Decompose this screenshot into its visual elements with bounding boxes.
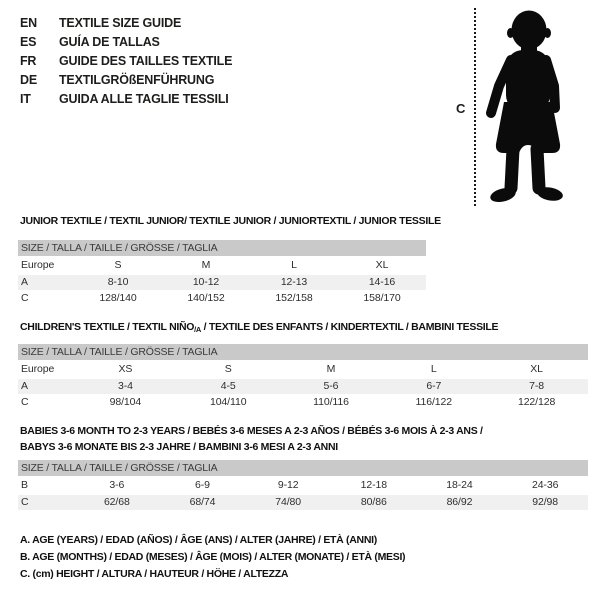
- table-cell: 128/140: [74, 291, 162, 308]
- babies-section-title-line2: BABYS 3-6 MONATE BIS 2-3 JAHRE / BAMBINI 3-6 MESI A 2-3 ANNI: [20, 441, 338, 453]
- table-cell: 8-10: [74, 274, 162, 291]
- height-measure-dotted-line: [474, 8, 476, 206]
- footnote-b: B. AGE (MONTHS) / EDAD (MESES) / ÂGE (MOIS) / ALTER (MONATE) / ETÀ (MESI): [20, 551, 406, 563]
- row-label: C: [18, 395, 74, 412]
- row-label: C: [18, 494, 74, 511]
- table-cell: 68/74: [160, 494, 246, 511]
- baby-silhouette-icon: [482, 6, 572, 208]
- table-cell: 98/104: [74, 395, 177, 412]
- table-cell: 110/116: [280, 395, 383, 412]
- table-row-height: [18, 291, 426, 308]
- table-cell: M: [162, 257, 250, 274]
- table-row-europe: [18, 257, 426, 274]
- size-header-row: [18, 344, 588, 361]
- table-cell: S: [177, 361, 280, 378]
- lang-row-fr: [20, 51, 232, 70]
- table-cell: 116/122: [382, 395, 485, 412]
- row-label: A: [18, 274, 74, 291]
- table-cell: 122/128: [485, 395, 588, 412]
- row-label: A: [18, 378, 74, 395]
- table-cell: 12-18: [331, 477, 417, 494]
- table-cell: 24-36: [502, 477, 588, 494]
- table-cell: 6-7: [382, 378, 485, 395]
- size-header-row: [18, 460, 588, 477]
- junior-section-title: JUNIOR TEXTILE / TEXTIL JUNIOR/ TEXTILE JUNIOR / JUNIORTEXTIL / JUNIOR TESSILE: [20, 215, 441, 227]
- table-cell: 86/92: [417, 494, 503, 511]
- table-cell: 104/110: [177, 395, 280, 412]
- footnote-a: A. AGE (YEARS) / EDAD (AÑOS) / ÂGE (ANS) / ALTER (JAHRE) / ETÀ (ANNI): [20, 534, 377, 546]
- size-header-bar: SIZE / TALLA / TAILLE / GRÖSSE / TAGLIA: [18, 240, 426, 257]
- lang-title: GUIDE DES TAILLES TEXTILE: [59, 53, 233, 68]
- table-cell: 14-16: [338, 274, 426, 291]
- table-cell: 152/158: [250, 291, 338, 308]
- row-label: B: [18, 477, 74, 494]
- footnotes-block: [20, 534, 405, 585]
- table-cell: 74/80: [245, 494, 331, 511]
- children-title-post: / TEXTILE DES ENFANTS / KINDERTEXTIL / BAMBINI TESSILE: [201, 321, 499, 333]
- table-cell: 140/152: [162, 291, 250, 308]
- lang-row-en: [20, 13, 232, 32]
- lang-row-de: [20, 70, 232, 89]
- table-cell: 18-24: [417, 477, 503, 494]
- lang-code: FR: [20, 53, 37, 68]
- table-cell: 62/68: [74, 494, 160, 511]
- table-row-height: [18, 494, 588, 511]
- table-cell: M: [280, 361, 383, 378]
- table-cell: XS: [74, 361, 177, 378]
- babies-section-title-line1: BABIES 3-6 MONTH TO 2-3 YEARS / BEBÉS 3-6 MESES A 2-3 AÑOS / BÉBÉS 3-6 MOIS À 2-3 ANS /: [20, 425, 483, 437]
- table-cell: 158/170: [338, 291, 426, 308]
- babies-size-table: [18, 460, 588, 511]
- children-section-title: [20, 321, 498, 334]
- size-header-bar: SIZE / TALLA / TAILLE / GRÖSSE / TAGLIA: [18, 460, 588, 477]
- table-cell: XL: [485, 361, 588, 378]
- baby-figure: [450, 0, 600, 215]
- lang-code: IT: [20, 91, 31, 106]
- table-cell: 92/98: [502, 494, 588, 511]
- lang-code: ES: [20, 34, 37, 49]
- table-cell: 12-13: [250, 274, 338, 291]
- table-cell: 80/86: [331, 494, 417, 511]
- table-row-months: [18, 477, 588, 494]
- lang-row-es: [20, 32, 232, 51]
- table-row-age: [18, 274, 426, 291]
- lang-title: TEXTILE SIZE GUIDE: [59, 15, 182, 30]
- children-title-sub: /A: [194, 325, 202, 334]
- table-cell: L: [382, 361, 485, 378]
- size-header-row: [18, 240, 426, 257]
- children-size-table: [18, 344, 588, 412]
- lang-title: TEXTILGRÖßENFÜHRUNG: [59, 72, 215, 87]
- table-row-height: [18, 395, 588, 412]
- table-row-europe: [18, 361, 588, 378]
- table-cell: 4-5: [177, 378, 280, 395]
- height-measure-label: C: [456, 101, 466, 116]
- children-title-pre: CHILDREN'S TEXTILE / TEXTIL NIÑO: [20, 321, 195, 333]
- lang-code: DE: [20, 72, 37, 87]
- lang-code: EN: [20, 15, 37, 30]
- size-header-bar: SIZE / TALLA / TAILLE / GRÖSSE / TAGLIA: [18, 344, 588, 361]
- row-label: Europe: [18, 257, 74, 274]
- junior-size-table: [18, 240, 426, 308]
- table-cell: XL: [338, 257, 426, 274]
- lang-row-it: [20, 89, 232, 108]
- table-cell: 7-8: [485, 378, 588, 395]
- table-cell: S: [74, 257, 162, 274]
- row-label: Europe: [18, 361, 74, 378]
- table-cell: 3-4: [74, 378, 177, 395]
- table-cell: 5-6: [280, 378, 383, 395]
- table-cell: 3-6: [74, 477, 160, 494]
- lang-title: GUIDA ALLE TAGLIE TESSILI: [59, 91, 229, 106]
- language-title-block: [20, 13, 232, 108]
- row-label: C: [18, 291, 74, 308]
- table-cell: L: [250, 257, 338, 274]
- table-row-age: [18, 378, 588, 395]
- table-cell: 6-9: [160, 477, 246, 494]
- footnote-c: C. (cm) HEIGHT / ALTURA / HAUTEUR / HÖHE / ALTEZZA: [20, 568, 289, 580]
- table-cell: 9-12: [245, 477, 331, 494]
- table-cell: 10-12: [162, 274, 250, 291]
- lang-title: GUÍA DE TALLAS: [59, 34, 160, 49]
